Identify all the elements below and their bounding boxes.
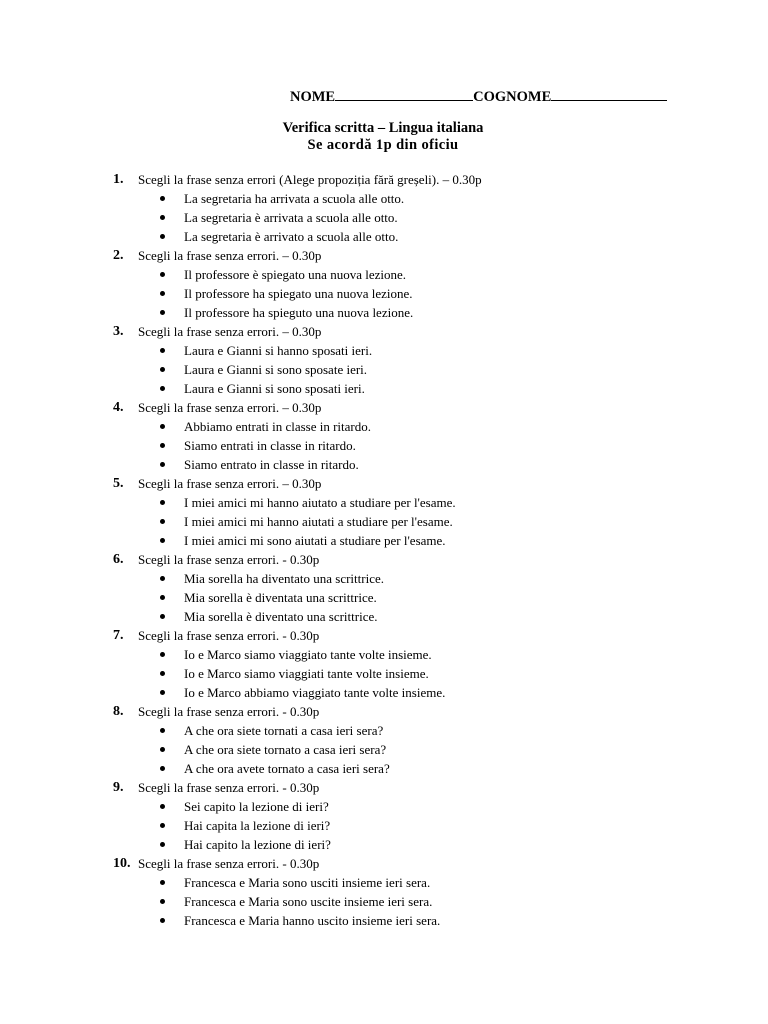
answer-option-text: Laura e Gianni si sono sposati ieri.	[184, 381, 365, 396]
answer-option	[0, 873, 768, 892]
answer-option-text: Il professore ha spieguto una nuova lezione.	[184, 305, 414, 320]
answer-option	[0, 721, 768, 740]
answer-option	[0, 303, 768, 322]
answer-option-text: Francesca e Maria sono uscite insieme ieri sera.	[184, 894, 433, 909]
question-item	[0, 626, 768, 645]
answer-option-text: Siamo entrati in classe in ritardo.	[184, 438, 356, 453]
bullet-icon	[160, 918, 165, 923]
answer-option-text: A che ora avete tornato a casa ieri sera?	[184, 761, 390, 776]
bullet-icon	[160, 519, 165, 524]
answer-option-text: Francesca e Maria sono usciti insieme ieri sera.	[184, 875, 431, 890]
question-item	[0, 702, 768, 721]
bullet-icon	[160, 196, 165, 201]
bullet-icon	[160, 500, 165, 505]
question-text: Scegli la frase senza errori. – 0.30p	[138, 476, 322, 491]
bullet-icon	[160, 443, 165, 448]
answer-option	[0, 493, 768, 512]
cognome-blank-line	[551, 86, 667, 101]
answer-option	[0, 417, 768, 436]
answer-option-text: La segretaria è arrivato a scuola alle otto.	[184, 229, 399, 244]
answer-option	[0, 436, 768, 455]
question-item	[0, 854, 768, 873]
question-text: Scegli la frase senza errori. - 0.30p	[138, 780, 320, 795]
question-item	[0, 246, 768, 265]
bullet-icon	[160, 690, 165, 695]
answer-option-text: Sei capito la lezione di ieri?	[184, 799, 329, 814]
answer-option-text: Io e Marco siamo viaggiato tante volte insieme.	[184, 647, 432, 662]
question-text: Scegli la frase senza errori (Alege propoziția fără greșeli). – 0.30p	[138, 172, 482, 187]
answer-option	[0, 911, 768, 930]
question-text: Scegli la frase senza errori. – 0.30p	[138, 400, 322, 415]
answer-option-text: Abbiamo entrati in classe in ritardo.	[184, 419, 372, 434]
answer-option-text: Mia sorella ha diventato una scrittrice.	[184, 571, 384, 586]
answer-option-text: Il professore ha spiegato una nuova lezione.	[184, 286, 413, 301]
bullet-icon	[160, 880, 165, 885]
answer-option-text: Siamo entrato in classe in ritardo.	[184, 457, 359, 472]
question-item	[0, 474, 768, 493]
bullet-icon	[160, 367, 165, 372]
page-title: Verifica scritta – Lingua italiana	[282, 120, 484, 136]
answer-option-text: Hai capita la lezione di ieri?	[184, 818, 331, 833]
question-number: 7.	[113, 628, 124, 643]
answer-option	[0, 455, 768, 474]
answer-option	[0, 569, 768, 588]
question-number: 5.	[113, 476, 124, 491]
answer-option-text: A che ora siete tornati a casa ieri sera?	[184, 723, 384, 738]
question-number: 6.	[113, 552, 124, 567]
answer-option	[0, 588, 768, 607]
question-item	[0, 322, 768, 341]
question-number: 4.	[113, 400, 124, 415]
answer-option	[0, 740, 768, 759]
question-text: Scegli la frase senza errori. – 0.30p	[138, 324, 322, 339]
answer-option-text: I miei amici mi sono aiutati a studiare per l'esame.	[184, 533, 446, 548]
bullet-icon	[160, 747, 165, 752]
answer-option	[0, 531, 768, 550]
answer-option-text: Mia sorella è diventata una scrittrice.	[184, 590, 377, 605]
bullet-icon	[160, 804, 165, 809]
answer-option-text: I miei amici mi hanno aiutati a studiare per l'esame.	[184, 514, 453, 529]
answer-option-text: La segretaria è arrivata a scuola alle otto.	[184, 210, 398, 225]
question-text: Scegli la frase senza errori. - 0.30p	[138, 628, 320, 643]
answer-option	[0, 835, 768, 854]
answer-option-text: Laura e Gianni si sono sposate ieri.	[184, 362, 368, 377]
answer-option	[0, 816, 768, 835]
question-number: 1.	[113, 172, 124, 187]
answer-option	[0, 284, 768, 303]
answer-option-text: Francesca e Maria hanno uscito insieme ieri sera.	[184, 913, 441, 928]
answer-option	[0, 607, 768, 626]
question-item	[0, 170, 768, 189]
question-text: Scegli la frase senza errori. - 0.30p	[138, 552, 320, 567]
bullet-icon	[160, 386, 165, 391]
answer-option	[0, 892, 768, 911]
answer-option	[0, 360, 768, 379]
question-item	[0, 550, 768, 569]
answer-option	[0, 797, 768, 816]
bullet-icon	[160, 310, 165, 315]
bullet-icon	[160, 766, 165, 771]
bullet-icon	[160, 348, 165, 353]
bullet-icon	[160, 842, 165, 847]
question-number: 9.	[113, 780, 124, 795]
nome-blank-line	[335, 86, 473, 101]
question-text: Scegli la frase senza errori. - 0.30p	[138, 704, 320, 719]
answer-option	[0, 664, 768, 683]
question-list	[0, 170, 768, 930]
nome-label: NOME	[290, 89, 336, 105]
question-number: 8.	[113, 704, 124, 719]
page-subtitle: Se acordă 1p din oficiu	[307, 137, 459, 153]
answer-option-text: A che ora siete tornato a casa ieri sera?	[184, 742, 387, 757]
answer-option	[0, 208, 768, 227]
answer-option	[0, 265, 768, 284]
bullet-icon	[160, 595, 165, 600]
bullet-icon	[160, 538, 165, 543]
answer-option-text: Il professore è spiegato una nuova lezione.	[184, 267, 407, 282]
answer-option	[0, 227, 768, 246]
question-text: Scegli la frase senza errori. - 0.30p	[138, 856, 320, 871]
bullet-icon	[160, 728, 165, 733]
answer-option	[0, 645, 768, 664]
name-header	[290, 86, 667, 107]
bullet-icon	[160, 823, 165, 828]
bullet-icon	[160, 272, 165, 277]
answer-option-text: Hai capito la lezione di ieri?	[184, 837, 331, 852]
cognome-label: COGNOME	[473, 89, 552, 105]
bullet-icon	[160, 462, 165, 467]
bullet-icon	[160, 576, 165, 581]
question-item	[0, 398, 768, 417]
answer-option-text: I miei amici mi hanno aiutato a studiare per l'esame.	[184, 495, 456, 510]
answer-option	[0, 759, 768, 778]
answer-option-text: Laura e Gianni si hanno sposati ieri.	[184, 343, 373, 358]
bullet-icon	[160, 899, 165, 904]
answer-option-text: Io e Marco abbiamo viaggiato tante volte insieme.	[184, 685, 446, 700]
question-number: 2.	[113, 248, 124, 263]
bullet-icon	[160, 234, 165, 239]
answer-option	[0, 189, 768, 208]
answer-option-text: Mia sorella è diventato una scrittrice.	[184, 609, 378, 624]
question-item	[0, 778, 768, 797]
bullet-icon	[160, 652, 165, 657]
bullet-icon	[160, 291, 165, 296]
answer-option-text: Io e Marco siamo viaggiati tante volte insieme.	[184, 666, 429, 681]
bullet-icon	[160, 671, 165, 676]
answer-option-text: La segretaria ha arrivata a scuola alle otto.	[184, 191, 405, 206]
question-number: 3.	[113, 324, 124, 339]
bullet-icon	[160, 614, 165, 619]
bullet-icon	[160, 424, 165, 429]
answer-option	[0, 512, 768, 531]
bullet-icon	[160, 215, 165, 220]
answer-option	[0, 341, 768, 360]
question-text: Scegli la frase senza errori. – 0.30p	[138, 248, 322, 263]
answer-option	[0, 379, 768, 398]
question-number: 10.	[113, 856, 131, 871]
answer-option	[0, 683, 768, 702]
